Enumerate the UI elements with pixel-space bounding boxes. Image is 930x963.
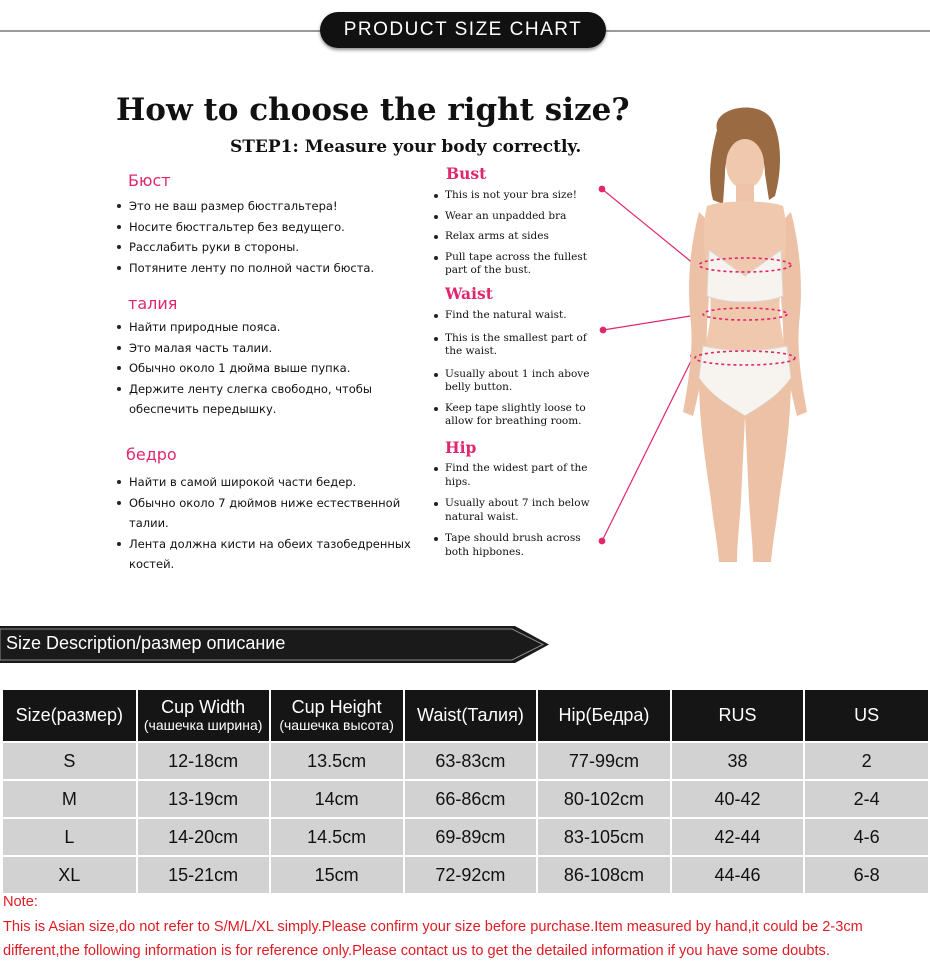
cell-us: 4-6 <box>805 819 928 855</box>
cell-hip: 80-102cm <box>538 781 669 817</box>
cell-us: 6-8 <box>805 857 928 893</box>
guide-title: How to choose the right size? <box>116 92 630 128</box>
list-item: Find the widest part of the hips. <box>433 462 603 489</box>
list-item: Это малая часть талии. <box>115 338 415 359</box>
header-hip: Hip(Бедра) <box>538 690 669 741</box>
cell-hip: 86-108cm <box>538 857 669 893</box>
cell-waist: 63-83cm <box>405 743 537 779</box>
ru-hip-heading: бедро <box>126 445 177 464</box>
list-item: Это не ваш размер бюстгальтера! <box>115 196 415 217</box>
cell-waist: 69-89cm <box>405 819 537 855</box>
table-header-row <box>3 690 928 741</box>
cell-rus: 40-42 <box>672 781 804 817</box>
header-cup-height: Cup Height (чашечка высота) <box>271 690 403 741</box>
header-size: Size(размер) <box>3 690 136 741</box>
list-item: This is the smallest part of the waist. <box>433 332 603 359</box>
note-line-2: different,the following information is for reference only.Please contact us to get the detailed information if you have some doubts. <box>3 943 830 959</box>
header-title: PRODUCT SIZE CHART <box>320 12 606 48</box>
table-row <box>3 781 928 817</box>
table-row <box>3 743 928 779</box>
list-item: Потяните ленту по полной части бюста. <box>115 258 415 279</box>
table-row <box>3 857 928 893</box>
ru-bust-heading: Бюст <box>128 171 171 190</box>
list-item: Keep tape slightly loose to allow for breathing room. <box>433 402 603 429</box>
list-item: Relax arms at sides <box>433 230 603 244</box>
list-item: Usually about 1 inch above belly button. <box>433 368 603 395</box>
table-row <box>3 819 928 855</box>
header-rus: RUS <box>672 690 804 741</box>
list-item: Find the natural waist. <box>433 309 603 323</box>
ru-waist-heading: талия <box>128 294 178 313</box>
cell-us: 2-4 <box>805 781 928 817</box>
cell-cup-height: 14cm <box>271 781 403 817</box>
list-item: Лента должна кисти на обеих тазобедренных костей. <box>115 534 415 575</box>
list-item: Найти в самой широкой части бедер. <box>115 472 415 493</box>
note-label: Note: <box>3 894 38 910</box>
header-us: US <box>805 690 928 741</box>
list-item: Usually about 7 inch below natural waist. <box>433 497 603 524</box>
cell-size: S <box>3 743 136 779</box>
cell-hip: 83-105cm <box>538 819 669 855</box>
guide-step: STEP1: Measure your body correctly. <box>230 137 582 157</box>
size-description-label: Size Description/размер описание <box>6 633 286 653</box>
list-item: Носите бюстгальтер без ведущего. <box>115 217 415 238</box>
list-item: Обычно около 7 дюймов ниже естественной талии. <box>115 493 415 534</box>
en-waist-heading: Waist <box>445 284 493 303</box>
cell-us: 2 <box>805 743 928 779</box>
cell-cup-width: 12-18cm <box>138 743 269 779</box>
cell-cup-height: 14.5cm <box>271 819 403 855</box>
cell-rus: 42-44 <box>672 819 804 855</box>
cell-rus: 44-46 <box>672 857 804 893</box>
cell-cup-height: 15cm <box>271 857 403 893</box>
list-item: Wear an unpadded bra <box>433 210 603 224</box>
cell-cup-width: 14-20cm <box>138 819 269 855</box>
list-item: Найти природные пояса. <box>115 317 415 338</box>
list-item: Держите ленту слегка свободно, чтобы обеспечить передышку. <box>115 379 415 420</box>
cell-waist: 66-86cm <box>405 781 537 817</box>
en-hip-heading: Hip <box>445 438 477 457</box>
cell-size: M <box>3 781 136 817</box>
cell-size: XL <box>3 857 136 893</box>
cell-waist: 72-92cm <box>405 857 537 893</box>
list-item: Tape should brush across both hipbones. <box>433 532 603 559</box>
model-figure <box>595 100 895 562</box>
header-waist: Waist(Талия) <box>405 690 537 741</box>
size-table <box>1 688 930 895</box>
list-item: This is not your bra size! <box>433 189 603 203</box>
list-item: Pull tape across the fullest part of the bust. <box>433 251 603 278</box>
cell-rus: 38 <box>672 743 804 779</box>
header-cup-width: Cup Width (чашечка ширина) <box>138 690 269 741</box>
note-line-1: This is Asian size,do not refer to S/M/L/XL simply.Please confirm your size before purchase.Item measured by hand,it could be 2-3cm <box>3 919 863 935</box>
cell-cup-width: 15-21cm <box>138 857 269 893</box>
cell-cup-height: 13.5cm <box>271 743 403 779</box>
list-item: Расслабить руки в стороны. <box>115 237 415 258</box>
en-bust-heading: Bust <box>446 164 487 183</box>
cell-size: L <box>3 819 136 855</box>
list-item: Обычно около 1 дюйма выше пупка. <box>115 358 415 379</box>
cell-hip: 77-99cm <box>538 743 669 779</box>
cell-cup-width: 13-19cm <box>138 781 269 817</box>
